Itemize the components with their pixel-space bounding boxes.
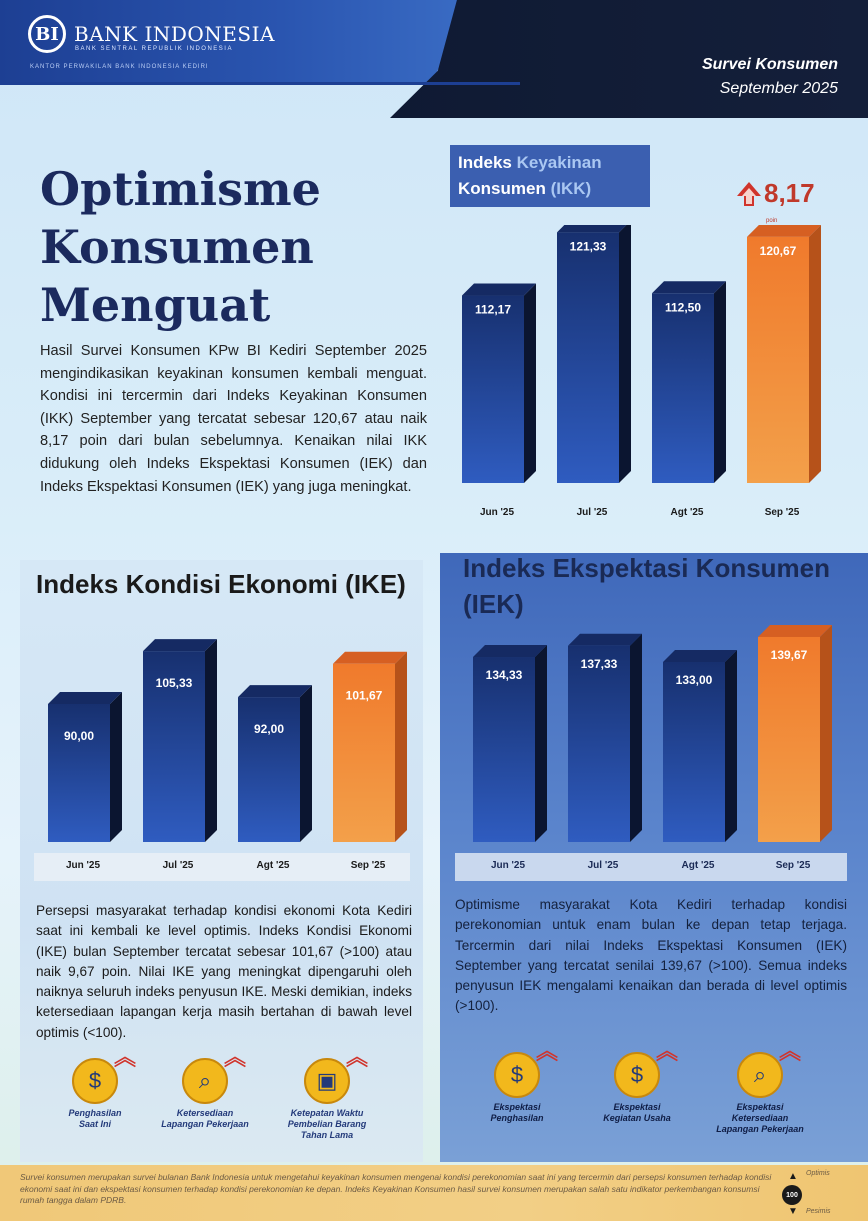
iek-paragraph: Optimisme masyarakat Kota Kediri terhadap kondisi perekonomian untuk enam bulan ke depan tetap terjaga. Tercermin dari nilai Indeks Ekspektasi Konsumen (IEK) September yang tercatat senilai 139,67 (>100). Semua indeks penyusun IEK mengalami kenaikan dan berada di level optimis (>100). [455, 897, 847, 1014]
chart-bar-side [300, 685, 312, 842]
iek-indicator-income [452, 1039, 582, 1124]
chart-value-label: 121,33 [569, 239, 607, 254]
ikk-delta-unit: poin [766, 218, 778, 224]
indicator-label-line: Penghasilan [68, 1108, 122, 1118]
ikk-title-part: (IKK) [550, 179, 592, 198]
indicator-label-line: Pembelian Barang [287, 1119, 367, 1129]
iek-title-line: Indeks Ekspektasi Konsumen [463, 553, 831, 583]
chart-bar-side [110, 692, 122, 842]
hand-coin-icon: $ ︽ [72, 1058, 118, 1104]
chart-bar-side [725, 650, 737, 842]
ikk-bar-chart [440, 225, 860, 525]
indicator-label-line: Ekspektasi [736, 1102, 784, 1112]
indicator-label [695, 1102, 825, 1135]
survey-title: Survei Konsumen [701, 56, 838, 73]
chart-bar-group [652, 281, 726, 518]
indicator-label-line: Ekspektasi [493, 1102, 541, 1112]
chart-value-label: 112,17 [474, 302, 512, 317]
chart-value-label: 105,33 [155, 676, 193, 691]
chart-bar-side [714, 281, 726, 483]
chart-bar [473, 657, 535, 842]
ike-paragraph: Persepsi masyarakat terhadap kondisi ekonomi Kota Kediri saat ini kembali ke level optimis. Indeks Kondisi Ekonomi (IKE) bulan September tercatat sebesar 101,67 (>100) atau naik 9,67 poin. Nilai IKE yang meningkat dipengaruhi oleh naiknya seluruh indeks penyusun IKE. Meski demikian, indeks ketersediaan lapangan kerja masih bertahan di bawah level optimis (<100). [36, 903, 412, 1040]
chart-bar-top [663, 650, 737, 662]
indicator-label [140, 1108, 270, 1130]
chart-value-label: 134,33 [485, 668, 523, 683]
chart-bar-side [535, 645, 547, 842]
chart-bar-side [205, 639, 217, 842]
chart-bar-group [333, 652, 407, 871]
iek-indicator-jobs [695, 1039, 825, 1135]
chart-category-label: Jul '25 [587, 860, 619, 871]
job-search-icon: ⌕ ︽ [182, 1058, 228, 1104]
iek-title-line: (IEK) [463, 589, 524, 619]
hand-coin-icon: $ ︽ [494, 1052, 540, 1098]
scale-top-label: Optimis [806, 1170, 830, 1177]
chart-bar-top [143, 639, 217, 651]
chart-category-label: Jul '25 [162, 860, 194, 871]
indicator-label-line: Ketepatan Waktu [290, 1108, 364, 1118]
chart-bar [238, 697, 300, 842]
chart-bar [747, 237, 809, 483]
chart-category-label: Jun '25 [490, 860, 526, 871]
bank-subtitle: BANK SENTRAL REPUBLIK INDONESIA [75, 46, 233, 52]
chart-value-label: 90,00 [63, 729, 95, 743]
headline-line: Menguat [40, 278, 271, 332]
chart-bar-side [395, 652, 407, 842]
iek-indicator-business [572, 1039, 702, 1124]
chart-bar [663, 662, 725, 842]
chart-bar-top [557, 225, 631, 232]
chart-bar-group [462, 284, 536, 518]
bank-logo-icon: BI [28, 15, 66, 53]
chart-bar-top [473, 645, 547, 657]
footer-note: Survei konsumen merupakan survei bulanan Bank Indonesia untuk mengetahui keyakinan konsumen mengenai kondisi perekonomian saat ini yang tercermin dari persepsi konsumen terhadap kondisi ekonomi saat ini dan ekspektasi konsumen terhadap kondisi perekonomian ke depan. Indeks Keyakinan Konsumen hasil survei konsumen merupakan salah satu indikator perkembangan konsumsi rumah tangga dalam PDRB. [20, 1172, 772, 1205]
header-divider [0, 82, 520, 85]
chart-bar-group [473, 645, 547, 871]
double-up-arrow-icon: ︽ [223, 1045, 246, 1070]
indicator-label [452, 1102, 582, 1124]
chart-bar [652, 293, 714, 483]
chart-bar-group [663, 650, 737, 871]
arrow-down-icon: ▼ [788, 1206, 798, 1217]
chart-bar-top [462, 284, 536, 296]
chart-bar-group [747, 225, 821, 518]
shopping-bag-icon: ▣ ︽ [304, 1058, 350, 1104]
chart-bar-top [568, 634, 642, 646]
arrow-up-icon: ▲ [788, 1171, 798, 1182]
scale-value-badge: 100 [782, 1185, 802, 1205]
chart-category-label: Agt '25 [256, 860, 290, 871]
chart-bar [568, 646, 630, 842]
ikk-title-part: Indeks [458, 153, 517, 172]
job-search-icon: ⌕ ︽ [737, 1052, 783, 1098]
double-up-arrow-icon: ︽ [345, 1045, 368, 1070]
chart-category-label: Agt '25 [670, 507, 704, 518]
ikk-title-part: Keyakinan [516, 153, 602, 172]
chart-bar-top [238, 685, 312, 697]
headline-line: Optimisme [40, 162, 321, 216]
ike-indicator-durables [262, 1045, 392, 1141]
indicator-label [572, 1102, 702, 1124]
chart-category-label: Jul '25 [576, 507, 608, 518]
chart-bar-side [809, 225, 821, 483]
chart-bar-top [652, 281, 726, 293]
business-money-icon: $ ︽ [614, 1052, 660, 1098]
ike-bar-chart [20, 610, 423, 885]
chart-bar [48, 704, 110, 842]
chart-bar-group [758, 625, 832, 871]
chart-category-label: Sep '25 [350, 860, 386, 871]
chart-bar [758, 637, 820, 842]
up-arrow-icon [736, 181, 762, 207]
chart-value-label: 120,67 [759, 243, 797, 258]
ikk-title-part: Konsumen [458, 179, 551, 198]
chart-category-label: Jun '25 [479, 507, 515, 518]
chart-value-label: 101,67 [345, 688, 383, 703]
chart-category-label: Agt '25 [681, 860, 715, 871]
ikk-title [450, 145, 650, 207]
office-name: KANTOR PERWAKILAN BANK INDONESIA KEDIRI [30, 64, 209, 70]
double-up-arrow-icon: ︽ [535, 1039, 558, 1064]
indicator-label-line: Saat Ini [78, 1119, 111, 1129]
scale-bottom-label: Pesimis [806, 1208, 831, 1215]
survey-date: September 2025 [719, 80, 838, 97]
index-scale-legend [780, 1170, 850, 1218]
indicator-label-line: Kegiatan Usaha [603, 1113, 671, 1123]
chart-bar-top [333, 652, 407, 664]
chart-bar-group [48, 692, 122, 871]
chart-value-label: 112,50 [664, 300, 702, 315]
chart-bar-top [747, 225, 821, 237]
indicator-label-line: Lapangan Pekerjaan [716, 1124, 804, 1134]
chart-category-label: Sep '25 [775, 860, 811, 871]
double-up-arrow-icon: ︽ [778, 1039, 801, 1064]
headline-line: Konsumen [40, 220, 314, 274]
chart-bar-side [619, 225, 631, 483]
chart-bar-top [48, 692, 122, 704]
ike-indicator-jobs [140, 1045, 270, 1130]
ikk-delta [736, 178, 815, 224]
ikk-delta-value: 8,17 [764, 178, 815, 208]
chart-value-label: 92,00 [253, 722, 285, 737]
chart-bar [557, 232, 619, 483]
chart-bar-side [524, 284, 536, 483]
bank-name: BANK INDONESIA [74, 22, 275, 46]
chart-category-label: Jun '25 [65, 860, 101, 871]
indicator-label [262, 1108, 392, 1141]
chart-bar-side [820, 625, 832, 842]
chart-value-label: 133,00 [675, 673, 713, 687]
indicator-label-line: Tahan Lama [300, 1130, 354, 1140]
indicator-label-line: Ekspektasi [613, 1102, 661, 1112]
chart-bar-group [568, 634, 642, 871]
intro-paragraph: Hasil Survei Konsumen KPw BI Kediri September 2025 mengindikasikan keyakinan konsumen kembali menguat. Kondisi ini tercermin dari Indeks Keyakinan Konsumen (IKK) September yang tercatat sebesar 120,67 atau naik 8,17 poin dari bulan sebelumnya. Kenaikan nilai IKK didukung oleh Indeks Ekspektasi Konsumen (IEK) dan Indeks Ekspektasi Konsumen (IEK) yang juga meningkat. [40, 343, 427, 495]
chart-value-label: 137,33 [580, 656, 618, 671]
chart-bar-group [557, 225, 631, 518]
chart-value-label: 139,67 [770, 647, 808, 662]
page-headline [40, 160, 380, 334]
chart-bar-top [758, 625, 832, 637]
chart-bar [462, 296, 524, 483]
indicator-label-line: Ketersediaan [731, 1113, 789, 1123]
double-up-arrow-icon: ︽ [655, 1039, 678, 1064]
chart-bar-group [238, 685, 312, 871]
double-up-arrow-icon: ︽ [113, 1045, 136, 1070]
indicator-label-line: Lapangan Pekerjaan [161, 1119, 249, 1129]
chart-category-label: Sep '25 [764, 507, 800, 518]
iek-bar-chart [440, 610, 868, 885]
indicator-label-line: Ketersediaan [176, 1108, 234, 1118]
ike-title: Indeks Kondisi Ekonomi (IKE) [36, 569, 406, 599]
indicator-label-line: Penghasilan [490, 1113, 544, 1123]
chart-bar-group [143, 639, 217, 871]
chart-bar-side [630, 634, 642, 842]
